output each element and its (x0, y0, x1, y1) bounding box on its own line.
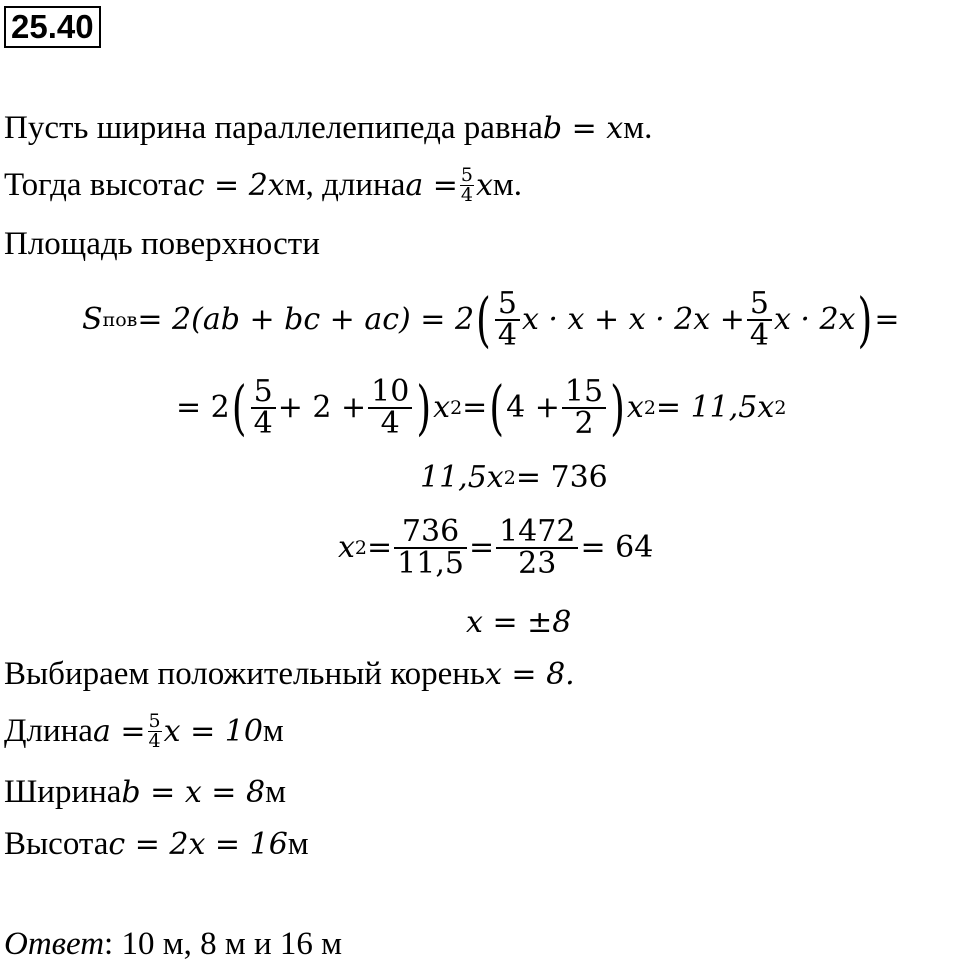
exponent: 2 (643, 396, 656, 419)
fraction (496, 514, 578, 581)
equation-x-squared (338, 506, 653, 590)
right-paren: ) (610, 373, 625, 443)
expr-part: 4 + (506, 390, 560, 425)
equation-area-value (420, 460, 608, 495)
fraction (394, 514, 467, 581)
math: b = x = 8 (121, 774, 266, 810)
left-paren: ( (231, 373, 247, 443)
fraction (562, 374, 606, 441)
math-x: x (476, 167, 493, 203)
unit: м. (492, 167, 523, 203)
unit: м (262, 713, 284, 749)
exponent: 2 (450, 396, 463, 419)
answer-label: Ответ (4, 926, 105, 962)
math-height: c = 2x (187, 167, 285, 203)
expr-part: = (468, 530, 495, 565)
text: Высота (4, 826, 109, 862)
conclusion-height (4, 828, 309, 861)
exponent: 2 (774, 396, 787, 419)
expr-part: = 64 (580, 530, 654, 565)
text: Ширина (4, 774, 122, 810)
fraction (495, 286, 520, 353)
fraction-denominator: 23 (518, 546, 557, 581)
fraction-numerator: 1472 (496, 517, 578, 549)
fraction-numerator: 5 (495, 289, 520, 321)
text: Пусть ширина параллелепипеда равна (4, 110, 543, 146)
fraction-denominator: 4 (380, 406, 400, 441)
fraction (251, 374, 276, 441)
symbol-x: x (626, 390, 644, 425)
math: a = (92, 713, 146, 749)
fraction-five-quarters (460, 166, 474, 205)
fraction-numerator: 5 (747, 289, 772, 321)
unit: м (287, 826, 309, 862)
fraction-numerator: 15 (562, 377, 606, 409)
conclusion-root (4, 658, 575, 691)
expr-part: x · 2x (773, 302, 856, 337)
fraction-denominator: 4 (460, 184, 473, 206)
answer-text: : 10 м, 8 м и 16 м (104, 926, 343, 962)
fraction-denominator: 2 (574, 406, 594, 441)
symbol-x: x (338, 530, 355, 565)
text: Тогда высота (4, 167, 188, 203)
right-paren: ) (857, 285, 873, 355)
problem-number: 25.40 (4, 6, 101, 48)
left-paren: ( (489, 373, 505, 443)
unit: м. (623, 110, 653, 146)
text: Выбираем положительный корень (4, 656, 485, 692)
exponent: 2 (354, 536, 368, 559)
fraction-numerator: 5 (148, 710, 161, 732)
conclusion-width (4, 776, 286, 809)
fraction-denominator: 4 (253, 406, 273, 441)
unit: м (265, 774, 286, 810)
symbol-x: x (433, 390, 451, 425)
statement-line-width (4, 112, 652, 145)
conclusion-length (4, 712, 284, 751)
symbol-s: S (82, 302, 103, 337)
fraction-numerator: 5 (251, 377, 276, 409)
subscript-pov: пов (102, 308, 138, 331)
expr-part: = (462, 390, 488, 425)
equation-x-value: x = ±8 (466, 605, 572, 640)
expr-end: = (874, 302, 900, 337)
equation-simplify (176, 368, 786, 448)
fraction-five-quarters (148, 712, 162, 751)
expr-part: x · x + x · 2x + (521, 302, 745, 337)
expr-part: = 2 (176, 390, 230, 425)
expr-part: = 736 (515, 460, 608, 495)
fraction-numerator: 5 (460, 164, 473, 186)
math-length: a = (405, 167, 458, 203)
answer-line (4, 928, 342, 961)
fraction-denominator: 4 (497, 318, 517, 353)
fraction (747, 286, 772, 353)
expr-part: = 2(ab + bc + ac) = 2 (137, 302, 475, 337)
equation-surface-area (82, 280, 899, 360)
fraction-denominator: 11,5 (397, 546, 464, 581)
text: Длина (4, 713, 93, 749)
fraction-denominator: 4 (148, 730, 161, 752)
fraction (368, 374, 412, 441)
expr-part: = 11,5x (655, 390, 775, 425)
right-paren: ) (416, 373, 432, 443)
fraction-numerator: 10 (368, 377, 412, 409)
expr-part: = (367, 530, 393, 565)
fraction-denominator: 4 (749, 318, 769, 353)
math-width: b = x (542, 110, 624, 146)
statement-line-surface: Площадь поверхности (4, 226, 320, 262)
left-paren: ( (476, 285, 491, 355)
expr-part: 11,5x (420, 460, 504, 495)
math: x = 10 (163, 713, 263, 749)
math: x = 8. (484, 656, 575, 692)
math: c = 2x = 16 (108, 826, 288, 862)
fraction-numerator: 736 (394, 517, 467, 549)
statement-line-height-length (4, 166, 522, 205)
text-mid: м, длина (284, 167, 406, 203)
expr-part: + 2 + (277, 390, 367, 425)
exponent: 2 (503, 466, 516, 489)
